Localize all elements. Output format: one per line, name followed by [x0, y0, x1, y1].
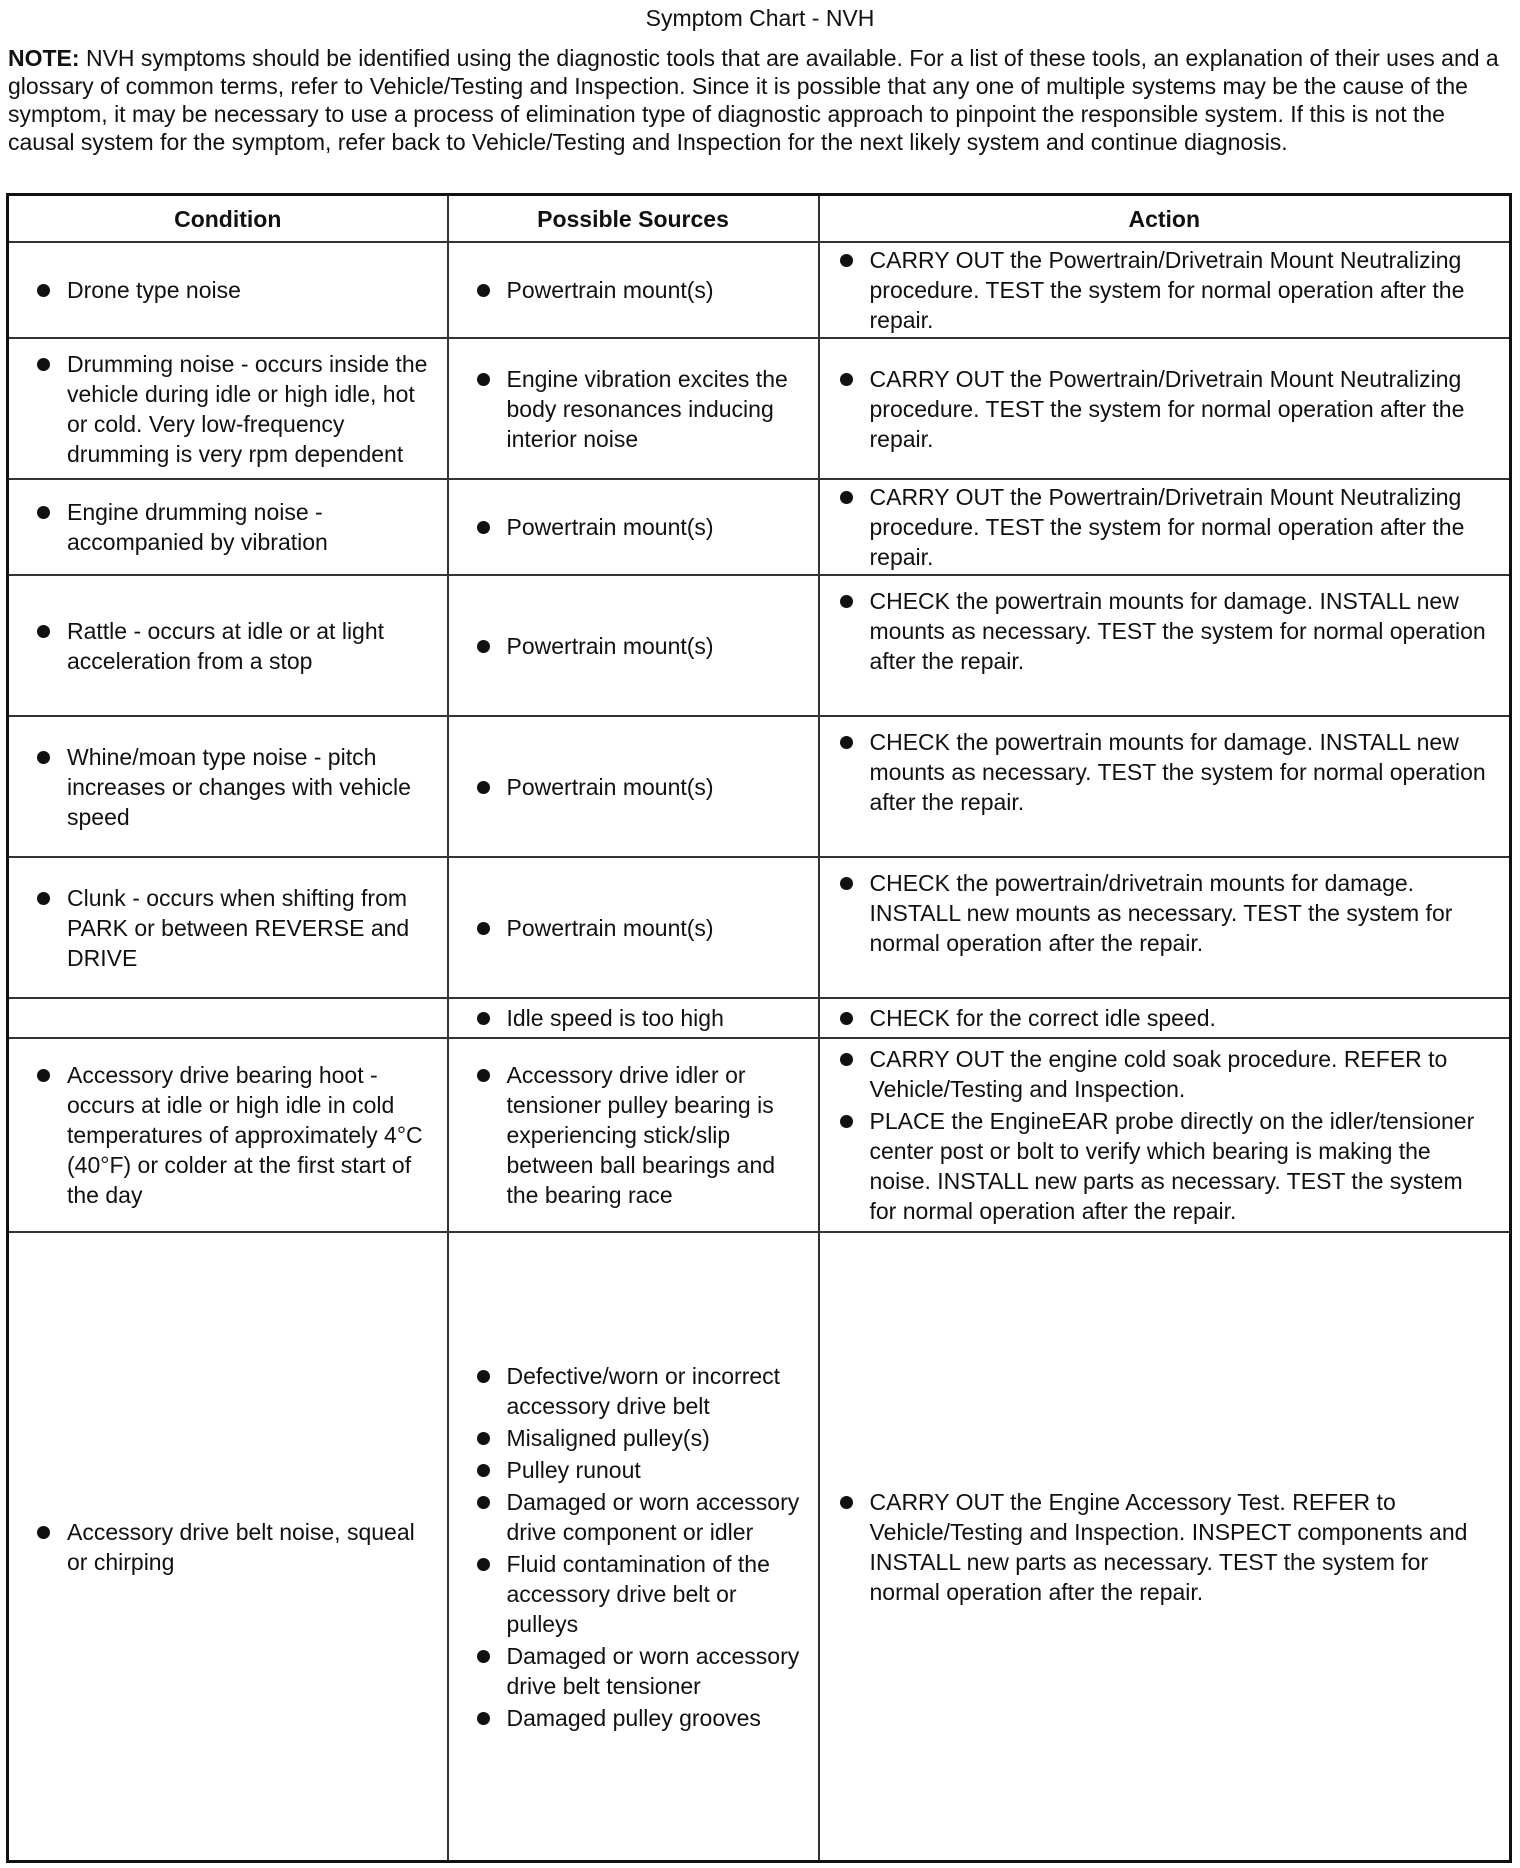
source-item: Powertrain mount(s): [473, 913, 808, 943]
action-item: CARRY OUT the Powertrain/Drivetrain Mount Neutralizing procedure. TEST the system for normal operation after the repair.: [836, 245, 1496, 335]
source-item: Powertrain mount(s): [473, 631, 808, 661]
condition-cell: [8, 479, 448, 575]
action-cell: [819, 857, 1511, 998]
table-row: [8, 716, 1511, 857]
source-item: Powertrain mount(s): [473, 275, 808, 305]
condition-item: Accessory drive bearing hoot - occurs at idle or high idle in cold temperatures of approximately 4°C (40°F) or colder at the first start of the day: [33, 1060, 437, 1210]
symptom-chart-table: [6, 193, 1512, 1863]
table-row: [8, 857, 1511, 998]
sources-cell: [448, 575, 819, 716]
sources-cell: [448, 1232, 819, 1862]
condition-item: Accessory drive belt noise, squeal or chirping: [33, 1517, 437, 1577]
source-item: Pulley runout: [473, 1455, 808, 1485]
condition-cell: [8, 575, 448, 716]
source-item: Engine vibration excites the body resonances inducing interior noise: [473, 364, 808, 454]
action-item: CHECK the powertrain mounts for damage. INSTALL new mounts as necessary. TEST the system for normal operation after the repair.: [836, 586, 1496, 676]
table-row: [8, 1038, 1511, 1232]
action-cell: [819, 1232, 1511, 1862]
table-row: [8, 479, 1511, 575]
action-item: CARRY OUT the Powertrain/Drivetrain Mount Neutralizing procedure. TEST the system for normal operation after the repair.: [836, 364, 1496, 454]
table-row: [8, 338, 1511, 479]
condition-item: Drumming noise - occurs inside the vehicle during idle or high idle, hot or cold. Very low-frequency drumming is very rpm dependent: [33, 349, 437, 469]
sources-cell: [448, 1038, 819, 1232]
column-header-condition: Condition: [8, 195, 448, 243]
column-header-action: Action: [819, 195, 1511, 243]
condition-item: Rattle - occurs at idle or at light acceleration from a stop: [33, 616, 437, 676]
sources-cell: [448, 338, 819, 479]
condition-cell: [8, 998, 448, 1038]
source-item: Defective/worn or incorrect accessory drive belt: [473, 1361, 808, 1421]
action-item: CHECK the powertrain/drivetrain mounts for damage. INSTALL new mounts as necessary. TEST the system for normal operation after the repair.: [836, 868, 1496, 958]
condition-item: Whine/moan type noise - pitch increases or changes with vehicle speed: [33, 742, 437, 832]
source-item: Powertrain mount(s): [473, 512, 808, 542]
table-row: [8, 1232, 1511, 1862]
condition-item: Clunk - occurs when shifting from PARK or between REVERSE and DRIVE: [33, 883, 437, 973]
action-item: CARRY OUT the Engine Accessory Test. REFER to Vehicle/Testing and Inspection. INSPECT components and INSTALL new parts as necessary. TEST the system for normal operation after the repair.: [836, 1487, 1496, 1607]
source-item: Accessory drive idler or tensioner pulley bearing is experiencing stick/slip between ball bearings and the bearing race: [473, 1060, 808, 1210]
source-item: Fluid contamination of the accessory drive belt or pulleys: [473, 1549, 808, 1639]
action-item: CARRY OUT the Powertrain/Drivetrain Mount Neutralizing procedure. TEST the system for normal operation after the repair.: [836, 482, 1496, 572]
sources-cell: [448, 479, 819, 575]
condition-item: Drone type noise: [33, 275, 437, 305]
action-cell: [819, 479, 1511, 575]
action-cell: [819, 716, 1511, 857]
action-cell: [819, 1038, 1511, 1232]
condition-cell: [8, 716, 448, 857]
note-label: NOTE:: [8, 45, 80, 71]
condition-cell: [8, 338, 448, 479]
note-text: NVH symptoms should be identified using the diagnostic tools that are available. For a list of these tools, an explanation of their uses and a glossary of common terms, refer to Vehicle/Testing and Inspection. Since it is possible that any one of multiple systems may be the cause of the symptom, it may be necessary to use a process of elimination type of diagnostic approach to pinpoint the responsible system. If this is not the causal system for the symptom, refer back to Vehicle/Testing and Inspection for the next likely system and continue diagnosis.: [8, 45, 1499, 155]
condition-item: Engine drumming noise - accompanied by vibration: [33, 497, 437, 557]
action-item: CHECK for the correct idle speed.: [836, 1003, 1496, 1033]
source-item: Damaged pulley grooves: [473, 1703, 808, 1733]
condition-cell: [8, 1232, 448, 1862]
sources-cell: [448, 716, 819, 857]
condition-cell: [8, 242, 448, 338]
table-header-row: [8, 195, 1511, 243]
action-cell: [819, 998, 1511, 1038]
action-cell: [819, 575, 1511, 716]
sources-cell: [448, 998, 819, 1038]
source-item: Damaged or worn accessory drive component or idler: [473, 1487, 808, 1547]
note-paragraph: [8, 44, 1512, 156]
action-item: PLACE the EngineEAR probe directly on the idler/tensioner center post or bolt to verify which bearing is making the noise. INSTALL new parts as necessary. TEST the system for normal operation after the repair.: [836, 1106, 1496, 1226]
sources-cell: [448, 857, 819, 998]
source-item: Idle speed is too high: [473, 1003, 808, 1033]
page-title: Symptom Chart - NVH: [645, 5, 875, 31]
condition-cell: [8, 1038, 448, 1232]
action-cell: [819, 338, 1511, 479]
action-item: CARRY OUT the engine cold soak procedure. REFER to Vehicle/Testing and Inspection.: [836, 1044, 1496, 1104]
table-row: [8, 575, 1511, 716]
source-item: Misaligned pulley(s): [473, 1423, 808, 1453]
source-item: Powertrain mount(s): [473, 772, 808, 802]
action-cell: [819, 242, 1511, 338]
condition-cell: [8, 857, 448, 998]
action-item: CHECK the powertrain mounts for damage. INSTALL new mounts as necessary. TEST the system for normal operation after the repair.: [836, 727, 1496, 817]
table-row: [8, 242, 1511, 338]
column-header-possible-sources: Possible Sources: [448, 195, 819, 243]
table-row: [8, 998, 1511, 1038]
sources-cell: [448, 242, 819, 338]
source-item: Damaged or worn accessory drive belt tensioner: [473, 1641, 808, 1701]
